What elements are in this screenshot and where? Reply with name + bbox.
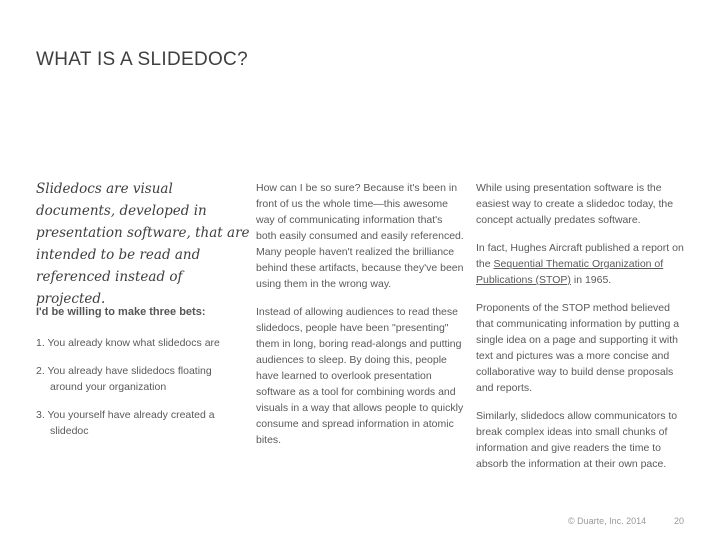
paragraph: Instead of allowing audiences to read these slidedocs, people have been "presenting" them in long, boring read-alongs and putting audiences to sleep. By doing this, people have learned to overlook presentation software as a tool for combining words and visuals in a way that allows people to quickly consume and spread information in atomic bites. (256, 306, 464, 446)
bet-item: 2. You already have slidedocs floating around your organization (36, 365, 212, 393)
paragraph: Proponents of the STOP method believed that communicating information by putting a single idea on a page and supporting it with text and pictures was a more concise and collaborative way to build dense proposals and reports. (476, 302, 680, 394)
page-number: 20 (674, 516, 685, 526)
paragraph: While using presentation software is the easiest way to create a slidedoc today, the concept actually predates software. (476, 182, 674, 226)
bets-list (36, 335, 246, 451)
paragraph (476, 240, 688, 288)
paragraph-text: in 1965. (570, 274, 612, 286)
body-column-3 (476, 180, 688, 484)
body-column-2 (256, 180, 464, 460)
paragraph: How can I be so sure? Because it's been in front of us the whole time—this awesome way of communicating information that's both easily consumed and easily referenced. Many people haven't realized the brilliance behind these artifacts, because they've been using them in the wrong way. (256, 182, 464, 290)
paragraph-text: In fact, Hughes Aircraft published a report on the (476, 242, 684, 270)
bet-item: 3. You yourself have already created a slidedoc (36, 409, 215, 437)
bets-heading: I'd be willing to make three bets: (36, 306, 206, 318)
page-title: WHAT IS A SLIDEDOC? (36, 48, 248, 70)
paragraph: Similarly, slidedocs allow communicators to break complex ideas into small chunks of information and give readers the time to absorb the information at their own pace. (476, 410, 678, 470)
stop-report-link[interactable]: Sequential Thematic Organization of Publications (STOP) (476, 258, 664, 286)
copyright-notice: © Duarte, Inc. 2014 (568, 516, 647, 526)
slidedoc-definition-quote: Slidedocs are visual documents, developed in presentation software, that are intended to be read and referenced instead of projected. (36, 181, 250, 307)
bet-item: 1. You already know what slidedocs are (36, 337, 220, 349)
